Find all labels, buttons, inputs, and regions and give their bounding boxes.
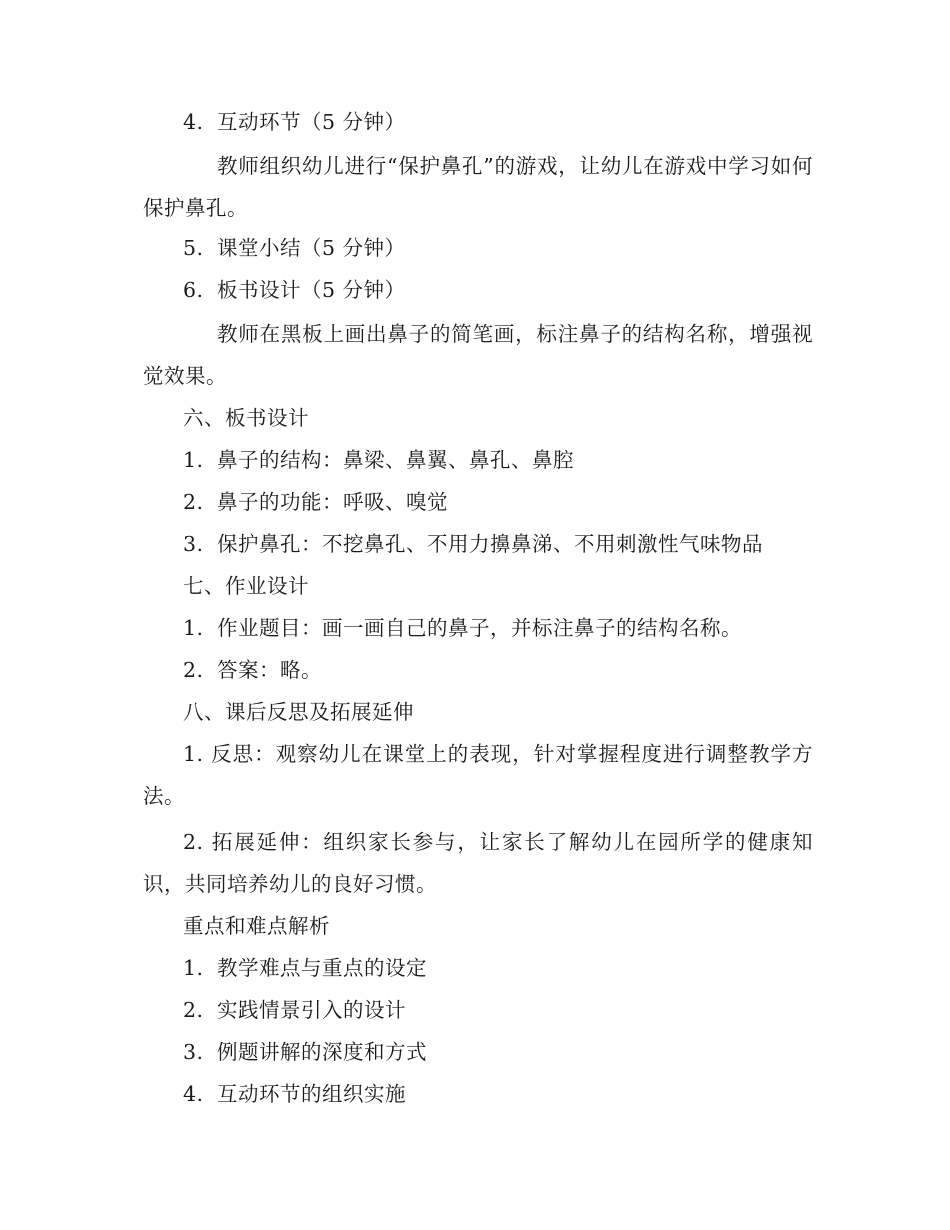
list-number: 1. [183,448,204,472]
list-number: 1. [183,616,204,640]
list-item [183,1079,406,1109]
list-text: 课堂小结（5 分钟） [217,236,406,260]
list-item [183,1037,427,1067]
list-text: 互动环节的组织实施 [217,1082,406,1106]
list-text: 鼻子的功能：呼吸、嗅觉 [217,490,448,514]
list-text: 互动环节（5 分钟） [217,110,406,134]
list-item [183,529,763,559]
list-text: 答案：略。 [217,658,322,682]
list-item [183,487,448,517]
list-number: 1. [183,956,204,980]
list-number: 4. [183,1082,204,1106]
list-number: 3. [183,1040,204,1064]
list-text: 实践情景引入的设计 [217,998,406,1022]
list-text: 教学难点与重点的设定 [217,956,427,980]
list-item [183,445,574,475]
list-item [183,107,406,137]
list-item [183,655,322,685]
list-number: 3. [183,532,204,556]
list-text: 板书设计（5 分钟） [217,278,406,302]
list-item [183,995,406,1025]
section-heading: 八、课后反思及拓展延伸 [183,700,414,724]
list-text: 作业题目：画一画自己的鼻子，并标注鼻子的结构名称。 [217,616,742,640]
paragraph: 教师在黑板上画出鼻子的简笔画，标注鼻子的结构名称，增强视觉效果。 [143,322,813,388]
list-item [183,953,427,983]
section-heading: 六、板书设计 [183,406,309,430]
list-text: 鼻子的结构：鼻梁、鼻翼、鼻孔、鼻腔 [217,448,574,472]
list-number: 6. [183,278,204,302]
paragraph: 2. 拓展延伸：组织家长参与，让家长了解幼儿在园所学的健康知识，共同培养幼儿的良好习惯。 [143,830,813,896]
list-number: 2. [183,490,204,514]
list-number: 2. [183,998,204,1022]
list-item [183,613,742,643]
list-item [183,275,406,305]
section-heading: 七、作业设计 [183,574,309,598]
paragraph: 1. 反思：观察幼儿在课堂上的表现，针对掌握程度进行调整教学方法。 [143,742,813,808]
list-item [183,233,406,263]
list-number: 2. [183,658,204,682]
paragraph: 教师组织幼儿进行“保护鼻孔”的游戏，让幼儿在游戏中学习如何保护鼻孔。 [143,154,813,220]
list-number: 4. [183,110,204,134]
section-heading: 重点和难点解析 [183,914,330,938]
list-text: 保护鼻孔：不挖鼻孔、不用力擤鼻涕、不用刺激性气味物品 [217,532,763,556]
list-number: 5. [183,236,204,260]
list-text: 例题讲解的深度和方式 [217,1040,427,1064]
